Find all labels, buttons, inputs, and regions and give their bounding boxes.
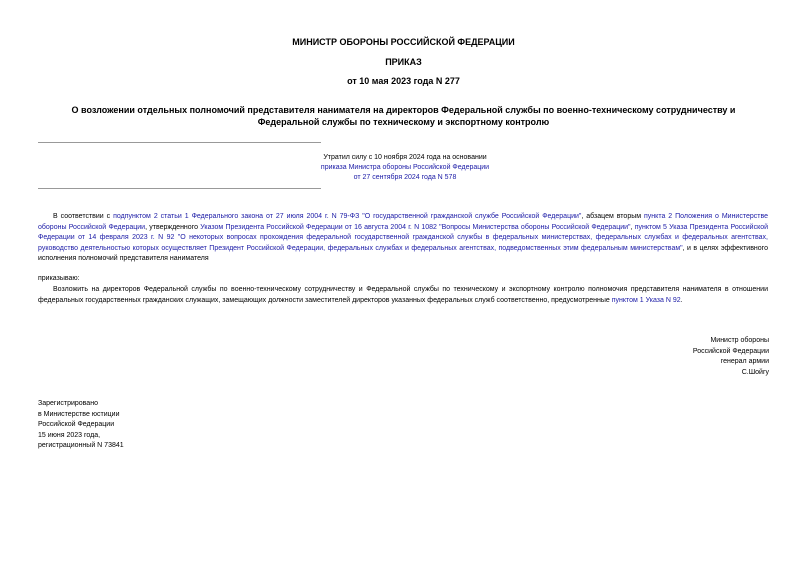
body-text-1: Возложить на директоров Федеральной службы по военно-техническому сотрудничеству и Федеральной службы по техническому и экспортному контролю полномочия представителя нанимателя в отношении федеральных государственных гражданских служащих, замещающих должности заместителей директоров указанных федеральных служб соответственно, предусмотренные xyxy=(38,286,768,304)
order-word: приказываю: xyxy=(38,275,80,282)
signature-rank: генерал армии xyxy=(720,358,769,365)
status-block xyxy=(300,153,510,183)
decree-92-point-1-link[interactable]: пунктом 1 Указа N 92 xyxy=(611,296,681,304)
status-text: Утратил силу с 10 ноября 2024 года на основании xyxy=(323,154,487,161)
authority-heading: МИНИСТР ОБОРОНЫ РОССИЙСКОЙ ФЕДЕРАЦИИ xyxy=(292,37,515,47)
body-paragraph xyxy=(38,285,768,306)
registration-line-3: Российской Федерации xyxy=(38,421,115,428)
decree-1082-link[interactable]: Указом Президента Российской Федерации от 16 августа 2004 г. N 1082 "Вопросы Министерства обороны Российской Федерации" xyxy=(200,223,631,231)
registration-block xyxy=(38,399,124,452)
decree-92-link[interactable]: пунктом 5 Указа Президента Российской Федерации от 14 февраля 2023 г. N 92 "О некоторых вопросах прохождения федеральной государственной гражданской службы в федеральных министерствах, федеральных службах и федеральных агентствах, руководство деятельностью которых осуществляет Президент Российской Федерации, федеральных службах и федеральных агентствах, подведомственных этим федеральным министерствам" xyxy=(38,223,769,252)
status-divider-bottom xyxy=(38,188,321,189)
registration-line-2: в Министерстве юстиции xyxy=(38,410,120,418)
signature-title: Министр обороны xyxy=(710,337,769,344)
registration-number: регистрационный N 73841 xyxy=(38,442,124,449)
ministry-regulation-link[interactable]: пункта 2 Положения о Министерстве обороны Российской Федерации xyxy=(38,213,768,231)
signature-block xyxy=(693,336,769,378)
preamble-text-4: , xyxy=(630,223,635,231)
date-number-heading: от 10 мая 2023 года N 277 xyxy=(347,76,460,86)
doc-type-heading: ПРИКАЗ xyxy=(385,57,422,67)
repeal-order-link[interactable]: приказа Министра обороны Российской Федерации xyxy=(320,164,490,171)
preamble-text-3: , утвержденного xyxy=(145,223,201,231)
registration-line-1: Зарегистрировано xyxy=(38,400,98,407)
document-title: О возложении отдельных полномочий представителя нанимателя на директоров Федеральной службы по военно-техническому сотрудничеству и Федеральной службы по техническому и экспортному контролю xyxy=(71,105,736,127)
preamble-paragraph xyxy=(38,212,768,265)
status-divider-top xyxy=(38,142,321,143)
body-text-2: . xyxy=(680,296,683,304)
registration-date: 15 июня 2023 года, xyxy=(38,431,101,439)
repeal-order-date-link[interactable]: от 27 сентября 2024 года N 578 xyxy=(353,174,457,181)
federal-law-link[interactable]: подпунктом 2 статьи 1 Федерального закона от 27 июля 2004 г. N 79-ФЗ "О государственной гражданской службе Российской Федерации" xyxy=(113,213,582,220)
signature-name: С.Шойгу xyxy=(741,368,769,376)
preamble-text-2: , абзацем вторым xyxy=(581,213,645,220)
preamble-text-5: , и в целях эффективного исполнения полномочий представителя нанимателя xyxy=(38,244,768,262)
signature-org: Российской Федерации xyxy=(692,347,769,355)
preamble-text-1: В соответствии с xyxy=(53,213,114,220)
